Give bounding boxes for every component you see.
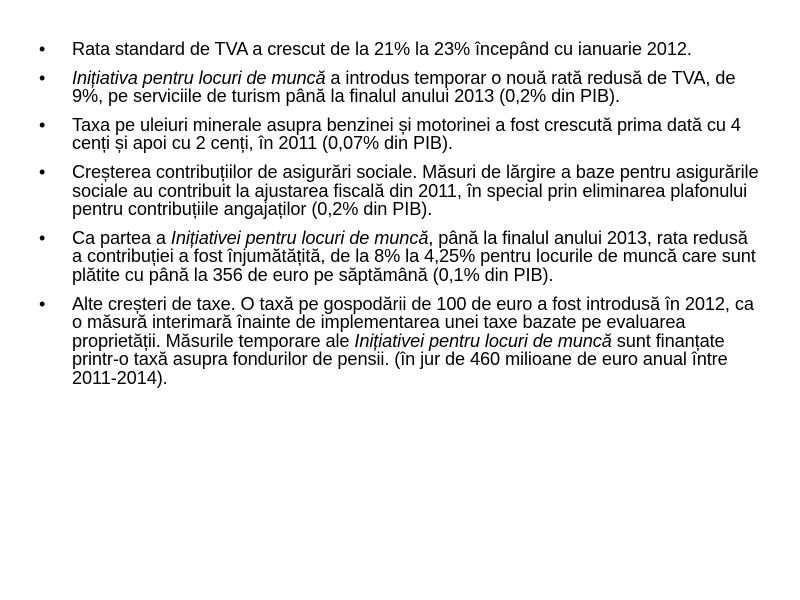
bullet-text: Taxa pe uleiuri minerale asupra benzinei și motorinei a fost crescută prima dată cu 4 cenți și apoi cu 2 cenți, în 2011 (0,07% din PIB). xyxy=(72,114,741,154)
bullet-text: , până la finalul anului 2013, rata redusă a contribuției a fost înjumătățită, de la 8% la 4,25% pentru locurile de muncă care sunt plătite cu până la 356 de euro pe săptămână (0,1% din PIB). xyxy=(72,227,756,285)
bullet-marker: • xyxy=(39,161,46,182)
bullet-text: Alte creșteri de taxe. O taxă pe gospodării de 100 de euro a fost introdusă în 2012, ca o măsură interimară înainte de implementarea unei taxe bazate pe evaluarea proprietății. Măsurile temporare ale xyxy=(72,293,754,351)
bullet-marker: • xyxy=(39,227,46,248)
bullet-text: Creșterea contribuțiilor de asigurări sociale. Măsuri de lărgire a baze pentru asigurările sociale au contribuit la ajustarea fiscală din 2011, în special prin eliminarea plafonului pentru contribuțiile angajaților (0,2% din PIB). xyxy=(72,161,759,220)
bullet-text-italic: Inițiativei pentru locuri de muncă xyxy=(170,227,429,248)
bullet-marker: • xyxy=(39,114,46,135)
bullet-text-italic: Inițiativei pentru locuri de muncă xyxy=(354,330,612,351)
bullet-text: Ca partea a xyxy=(72,227,171,248)
bullet-item-vat-standard-rate xyxy=(39,39,762,59)
bullet-item-reduced-contribution-rate xyxy=(39,227,762,285)
bullet-marker: • xyxy=(39,39,46,59)
bullet-marker: • xyxy=(39,67,46,88)
bullet-marker: • xyxy=(39,293,46,314)
bullet-item-social-contributions xyxy=(39,161,762,220)
bullet-text-italic: Inițiativa pentru locuri de muncă xyxy=(72,67,326,88)
bullet-item-reduced-vat-tourism xyxy=(39,67,762,107)
bullet-text: a introdus temporar o nouă rată redusă de TVA, de 9%, pe serviciile de turism până la finalul anului 2013 (0,2% din PIB). xyxy=(72,67,736,107)
bullet-text: Rata standard de TVA a crescut de la 21% la 23% începând cu ianuarie 2012. xyxy=(72,39,692,59)
bullet-text: sunt finanțate printr-o taxă asupra fondurilor de pensii. (în jur de 460 milioane de euro anual între 2011-2014). xyxy=(72,330,728,388)
bullet-item-other-tax-increases xyxy=(39,293,762,388)
bullet-list xyxy=(39,39,762,398)
bullet-item-mineral-oil-tax xyxy=(39,114,762,154)
